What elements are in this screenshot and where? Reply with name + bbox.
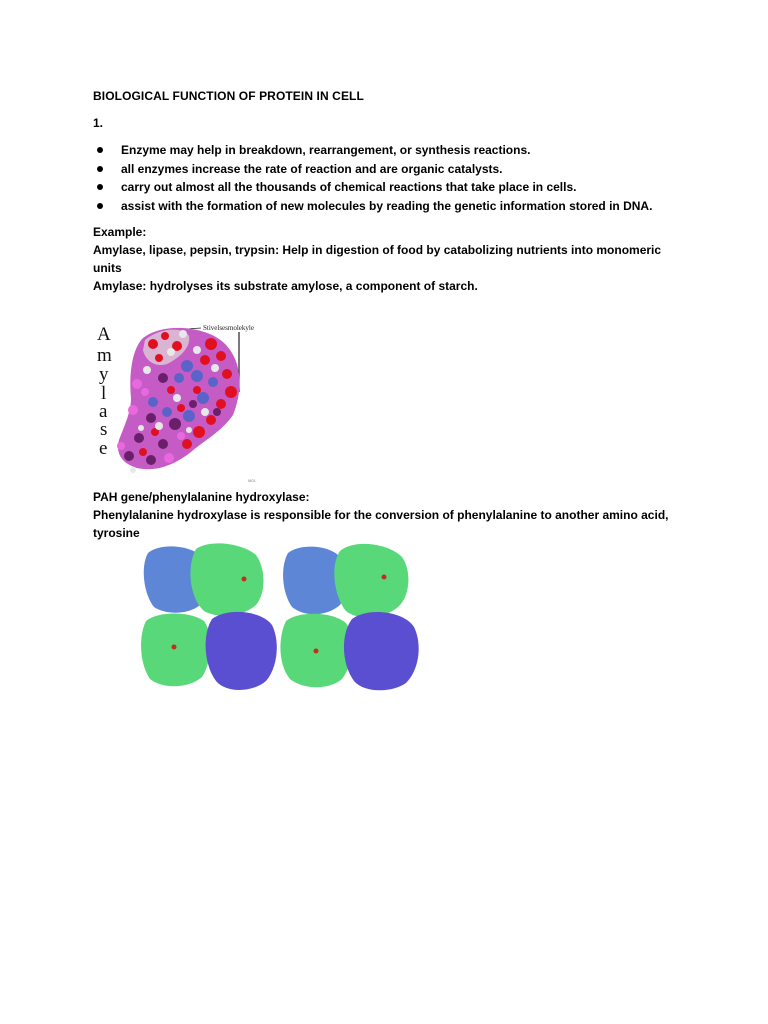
amylase-letter: y: [99, 364, 109, 385]
amylase-letter: s: [100, 419, 108, 440]
example-label: Example:: [93, 225, 147, 239]
enzyme-bullet-list: [93, 143, 652, 217]
amylase-letter: l: [101, 383, 107, 404]
list-item: [93, 143, 652, 162]
amylase-letter: m: [97, 345, 112, 366]
bullet-icon: [97, 166, 103, 172]
amylase-illustration: [93, 320, 267, 485]
bullet-icon: [97, 147, 103, 153]
amylase-letter: e: [99, 438, 108, 459]
corner-mark: MDL: [248, 478, 257, 483]
bullet-icon: [97, 184, 103, 190]
example-paragraph: Amylase, lipase, pepsin, trypsin: Help in digestion of food by catabolizing nutrients into monomeric units: [93, 243, 662, 275]
list-item: [93, 180, 652, 199]
list-item-text: all enzymes increase the rate of reaction and are organic catalysts.: [121, 161, 503, 176]
list-item-text: assist with the formation of new molecules by reading the genetic information stored in DNA.: [121, 198, 653, 213]
callout-label: Stivelsesmolekyle: [203, 324, 254, 332]
pah-description: Phenylalanine hydroxylase is responsible for the conversion of phenylalanine to another amino acid, tyrosine: [93, 508, 669, 540]
bullet-icon: [97, 203, 103, 209]
list-item: [93, 162, 652, 181]
amylase-description: Amylase: hydrolyses its substrate amylose, a component of starch.: [93, 279, 478, 293]
list-item: [93, 199, 652, 218]
amylase-letter: a: [99, 401, 108, 422]
amylase-letter: A: [97, 324, 111, 345]
list-item-text: Enzyme may help in breakdown, rearrangement, or synthesis reactions.: [121, 143, 531, 157]
pah-structure-illustration: [138, 541, 421, 696]
page-title: BIOLOGICAL FUNCTION OF PROTEIN IN CELL: [93, 89, 364, 103]
section-number: 1.: [93, 116, 104, 130]
amylase-figure: [93, 320, 267, 485]
pah-figure: [138, 541, 421, 696]
list-item-text: carry out almost all the thousands of chemical reactions that take place in cells.: [121, 180, 577, 194]
pah-title: PAH gene/phenylalanine hydroxylase:: [93, 490, 310, 504]
